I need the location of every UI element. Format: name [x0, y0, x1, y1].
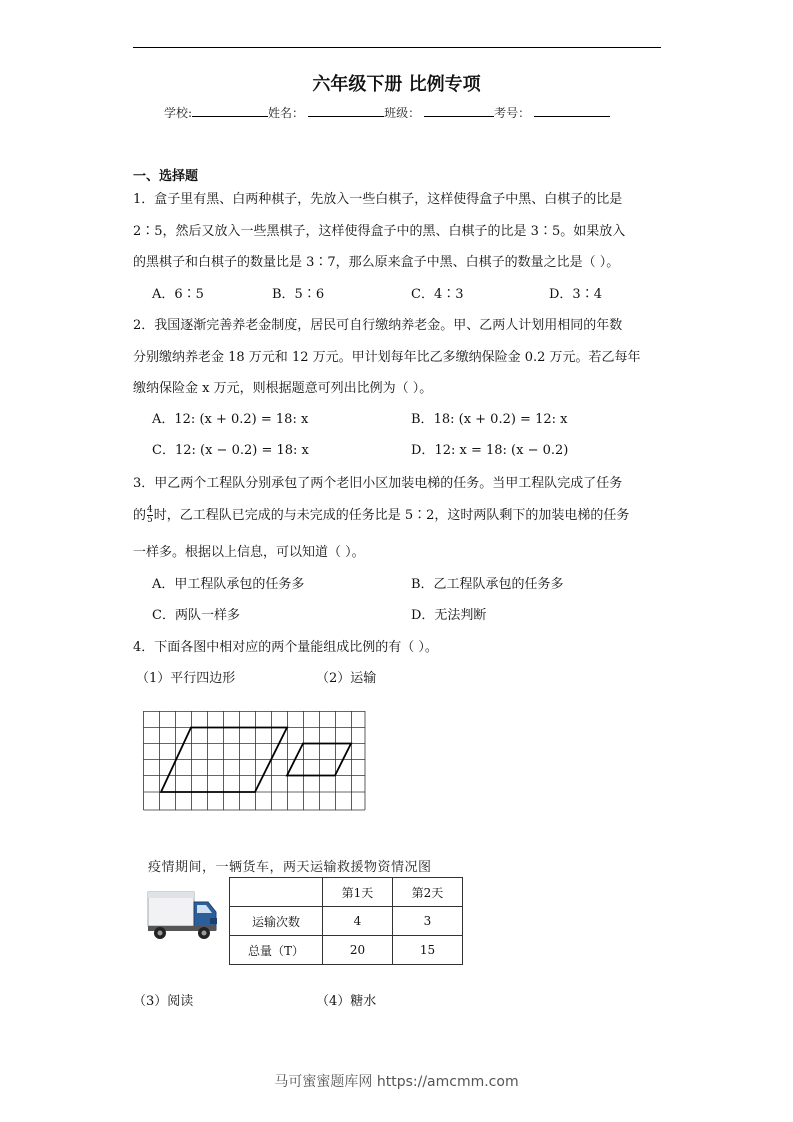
q2-option-b-label: B．: [411, 412, 434, 427]
q3-line2: [133, 506, 629, 526]
q2-option-b-formula: 18: (x + 0.2) = 12: x: [433, 412, 568, 427]
q1-option-d[interactable]: D．3∶4: [549, 287, 602, 302]
table-cell: 运输次数: [230, 907, 323, 936]
q3-option-b[interactable]: B．乙工程队承包的任务多: [411, 577, 564, 592]
q2-option-a-formula: 12: (x + 0.2) = 18: x: [174, 412, 309, 427]
q2-option-c-formula: 12: (x − 0.2) = 18: x: [174, 443, 309, 458]
class-label: 班级：: [384, 106, 421, 120]
q1-option-b[interactable]: B．5∶6: [272, 287, 325, 302]
q1-option-a[interactable]: A．6∶5: [152, 287, 204, 302]
q3-line2-prefix: 的: [133, 508, 147, 523]
fraction-denominator: 5: [147, 515, 153, 525]
number-blank[interactable]: [534, 104, 610, 117]
q1-line3: 的黑棋子和白棋子的数量比是 3∶7，那么原来盒子中黑、白棋子的数量之比是（ ）。: [133, 255, 620, 270]
q3-option-a[interactable]: A．甲工程队承包的任务多: [152, 577, 305, 592]
q2-option-d[interactable]: [411, 444, 568, 458]
section-title: 一、选择题: [133, 169, 199, 184]
q2-option-d-formula: 12: x = 18: (x − 0.2): [434, 443, 569, 458]
top-rule: [133, 47, 661, 48]
q3-option-c[interactable]: C．两队一样多: [152, 608, 240, 623]
parallelogram-grid-figure: [143, 711, 366, 811]
table-cell: 20: [323, 936, 393, 965]
fraction-four-fifths: [147, 506, 153, 525]
q2-line3: 缴纳保险金 x 万元，则根据题意可列出比例为（ ）。: [133, 381, 433, 396]
q1-option-c[interactable]: C．4∶3: [411, 287, 464, 302]
q2-line2: 分别缴纳养老金 18 万元和 12 万元。甲计划每年比乙多缴纳保险金 0.2 万元。若乙每年: [133, 350, 641, 365]
q1-line2: 2∶5，然后又放入一些黑棋子，这样使得盒子中的黑、白棋子的比是 3∶5。如果放入: [133, 224, 626, 239]
name-blank[interactable]: [308, 104, 384, 117]
q2-option-a[interactable]: [152, 413, 308, 427]
table-cell: 3: [393, 907, 463, 936]
table-cell: 总量（T）: [230, 936, 323, 965]
school-label: 学校:: [164, 106, 193, 120]
name-label: 姓名：: [268, 106, 305, 120]
q2-option-d-label: D．: [411, 443, 435, 458]
table-row: [230, 936, 463, 965]
q2-option-c-label: C．: [152, 443, 175, 458]
q2-option-b[interactable]: [411, 413, 567, 427]
table-header-cell: [230, 878, 323, 907]
q3-line1: 3．甲乙两个工程队分别承包了两个老旧小区加装电梯的任务。当甲工程队完成了任务: [133, 476, 623, 491]
transport-caption: 疫情期间，一辆货车，两天运输救援物资情况图: [148, 860, 432, 875]
q3-option-d[interactable]: D．无法判断: [411, 608, 487, 623]
q2-line1: 2．我国逐渐完善养老金制度，居民可自行缴纳养老金。甲、乙两人计划用相同的年数: [133, 318, 623, 333]
table-cell: 4: [323, 907, 393, 936]
q3-line3: 一样多。根据以上信息，可以知道（ ）。: [133, 545, 365, 560]
table-header-cell: 第2天: [393, 878, 463, 907]
transport-table: [229, 877, 463, 965]
fraction-numerator: 4: [147, 505, 153, 515]
q4-line1: 4．下面各图中相对应的两个量能组成比例的有（ ）。: [133, 640, 438, 655]
student-info-line: [164, 104, 610, 121]
q4-sub2-label: （2）运输: [316, 671, 377, 686]
page-title: 六年级下册 比例专项: [312, 74, 481, 95]
footer-watermark[interactable]: 马可蜜蜜题库网 https://amcmm.com: [274, 1074, 519, 1090]
table-row: [230, 907, 463, 936]
q2-option-c[interactable]: [152, 444, 309, 458]
school-blank[interactable]: [192, 104, 268, 117]
class-blank[interactable]: [424, 104, 494, 117]
truck-icon: [146, 888, 222, 942]
number-label: 考号：: [494, 106, 531, 120]
q4-sub1-label: （1）平行四边形: [136, 671, 236, 686]
q3-line2-suffix: 时，乙工程队已完成的与未完成的任务比是 5∶2，这时两队剩下的加装电梯的任务: [153, 508, 630, 523]
q4-sub4-label: （4）糖水: [316, 994, 377, 1009]
table-cell: 15: [393, 936, 463, 965]
table-header-cell: 第1天: [323, 878, 393, 907]
q1-line1: 1．盒子里有黑、白两种棋子，先放入一些白棋子，这样使得盒子中黑、白棋子的比是: [133, 192, 623, 207]
table-header-row: [230, 878, 463, 907]
grid-lines: [144, 711, 366, 810]
q2-option-a-label: A．: [152, 412, 175, 427]
q4-sub3-label: （3）阅读: [133, 994, 194, 1009]
